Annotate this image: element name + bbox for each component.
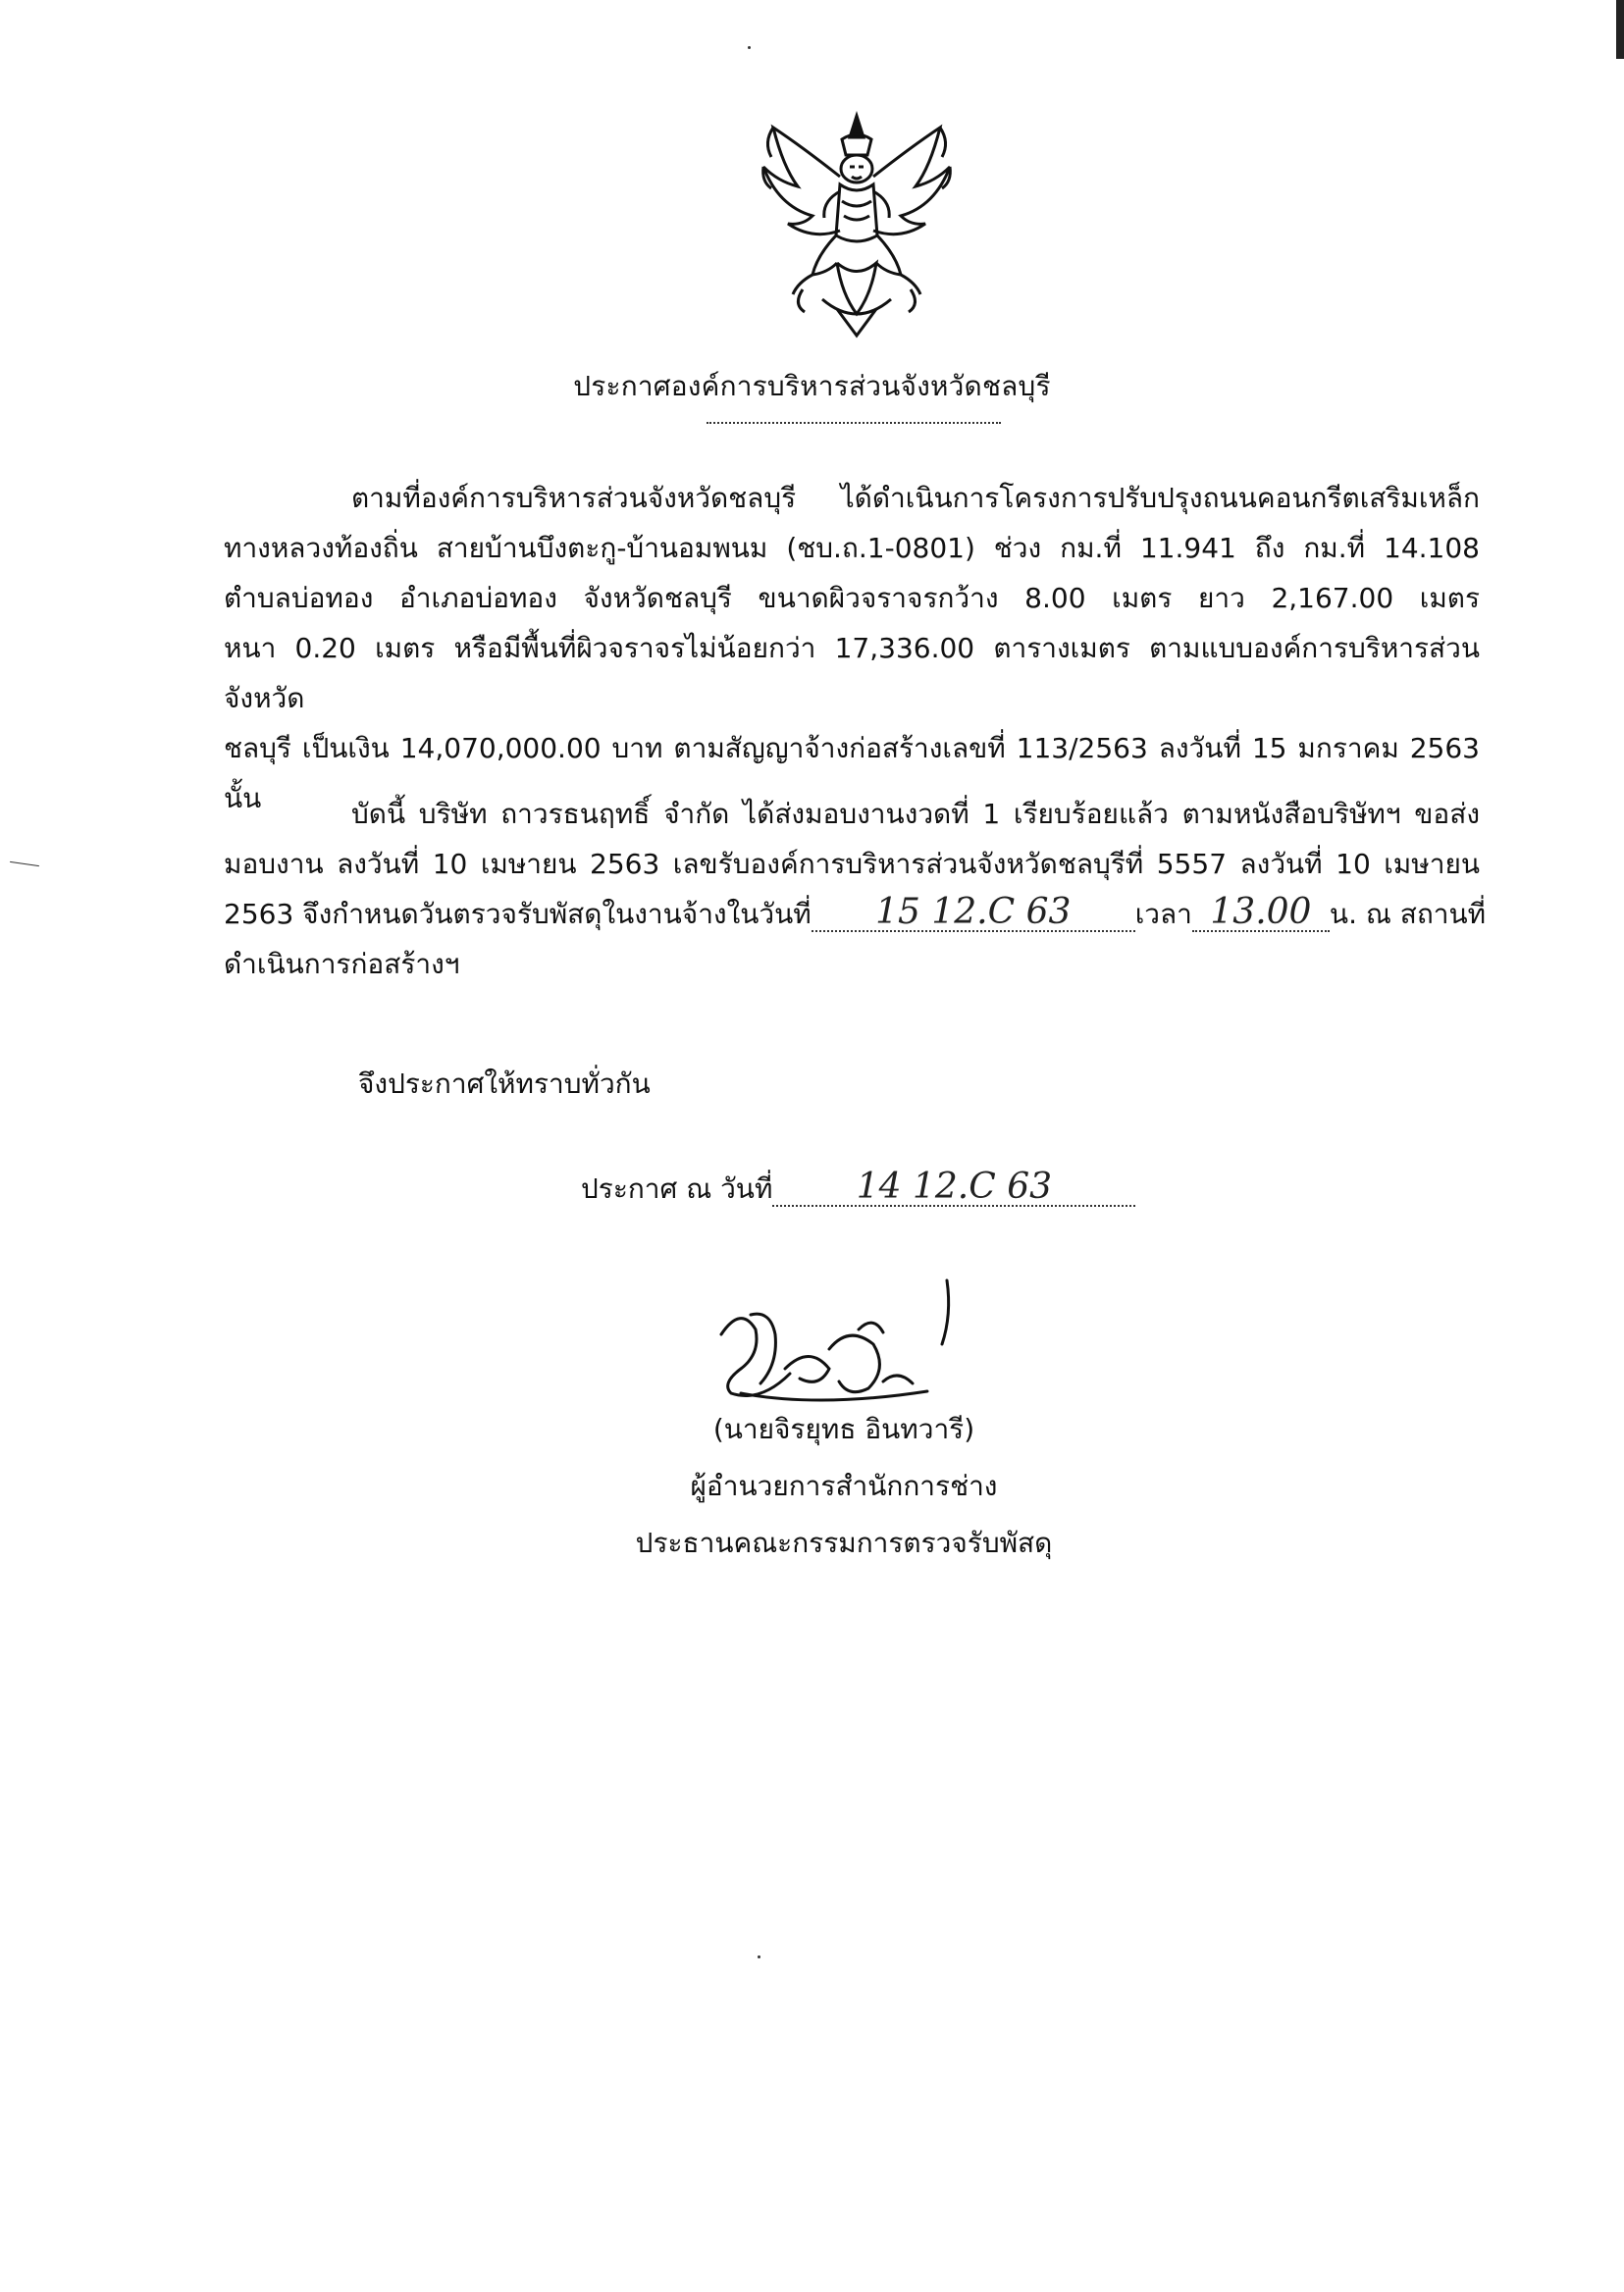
paragraph-line: ชลบุรี เป็นเงิน 14,070,000.00 บาท ตามสัญญาจ้างก่อสร้างเลขที่ 113/2563 ลงวันที่ 15 มกราคม 2563 นั้น <box>224 732 1480 814</box>
paragraph-line-with-fields <box>224 889 1487 939</box>
paragraph-project-details <box>224 473 1480 823</box>
title-dotted-divider <box>707 422 1001 424</box>
announcement-date-handwritten: 14 12.C 63 <box>772 1170 1135 1207</box>
scan-speck <box>748 46 751 49</box>
inspection-place-label: น. ณ สถานที่ <box>1329 898 1487 930</box>
signatory-role: ประธานคณะกรรมการตรวจรับพัสดุ <box>635 1527 1053 1559</box>
paragraph-line: ทางหลวงท้องถิ่น สายบ้านบึงตะกู-บ้านอมพนม (ชบ.ถ.1-0801) ช่วง กม.ที่ 11.941 ถึง กม.ที่ 14.108 <box>224 532 1480 564</box>
scan-margin-mark <box>10 861 39 866</box>
paragraph-line: ดำเนินการก่อสร้างฯ <box>224 948 460 980</box>
announcement-date-line <box>581 1168 1135 1211</box>
paragraph-line: บัดนี้ บริษัท ถาวรธนฤทธิ์ จำกัด ได้ส่งมอบงานงวดที่ 1 เรียบร้อยแล้ว ตามหนังสือบริษัทฯ ขอส่ง <box>351 798 1480 830</box>
paragraph-line: หนา 0.20 เมตร หรือมีพื้นที่ผิวจราจรไม่น้อยกว่า 17,336.00 ตารางเมตร ตามแบบองค์การบริหารส่วนจังหวัด <box>224 632 1480 714</box>
handwritten-signature <box>702 1276 1016 1413</box>
inspection-time-label: เวลา <box>1134 898 1192 930</box>
paragraph-line: มอบงาน ลงวันที่ 10 เมษายน 2563 เลขรับองค์การบริหารส่วนจังหวัดชลบุรีที่ 5557 ลงวันที่ 10 เมษายน <box>224 848 1480 880</box>
paragraph-line: ตามที่องค์การบริหารส่วนจังหวัดชลบุรี ได้ดำเนินการโครงการปรับปรุงถนนคอนกรีตเสริมเหล็ก <box>351 482 1480 514</box>
garuda-emblem <box>744 108 969 339</box>
inspection-date-handwritten: 15 12.C 63 <box>812 895 1135 932</box>
paragraph-line: ตำบลบ่อทอง อำเภอบ่อทอง จังหวัดชลบุรี ขนาดผิวจราจรกว้าง 8.00 เมตร ยาว 2,167.00 เมตร <box>224 582 1480 614</box>
signatory-name: (นายจิรยุทธ อินทวารี) <box>712 1413 975 1445</box>
inspection-date-label: 2563 จึงกำหนดวันตรวจรับพัสดุในงานจ้างในวันที่ <box>224 898 812 930</box>
scan-speck <box>758 1955 760 1958</box>
scan-edge-mark <box>1616 0 1624 59</box>
inspection-time-handwritten: 13.00 <box>1192 895 1330 932</box>
announcement-date-label: ประกาศ ณ วันที่ <box>581 1172 773 1205</box>
closing-statement: จึงประกาศให้ทราบทั่วกัน <box>358 1068 651 1100</box>
paragraph-delivery-notice <box>224 789 1487 989</box>
document-title: ประกาศองค์การบริหารส่วนจังหวัดชลบุรี <box>573 370 1051 402</box>
signatory-position: ผู้อำนวยการสำนักการช่าง <box>690 1470 998 1502</box>
signatory-block <box>569 1401 1119 1572</box>
